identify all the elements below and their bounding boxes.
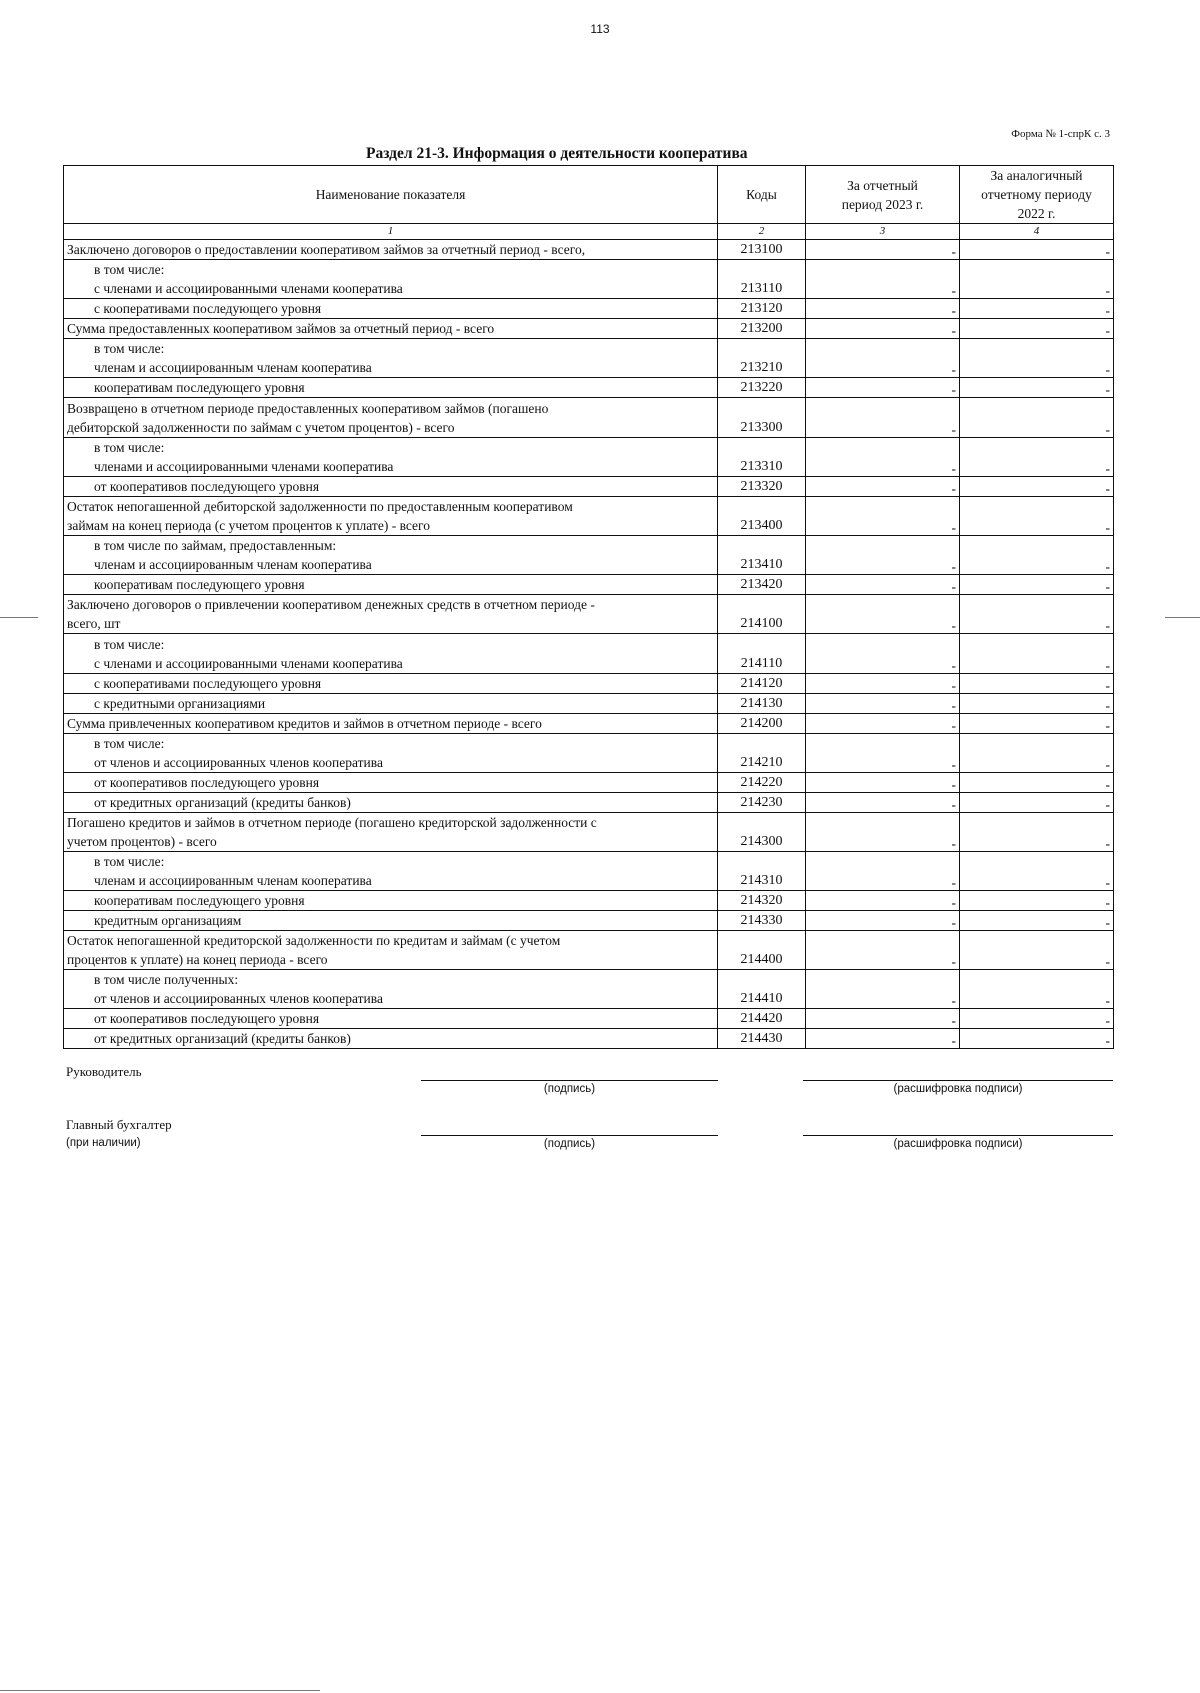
indicator-name-line: членам и ассоциированным членам кооператива: [94, 360, 372, 376]
table-row: [64, 240, 1114, 260]
indicator-code: 213320: [718, 476, 806, 496]
current-period-value: -: [806, 1009, 960, 1029]
indicator-name-line: в том числе:: [94, 636, 165, 652]
indicator-name-line: с членами и ассоциированными членами кооператива: [94, 655, 403, 671]
indicator-name-line: членам и ассоциированным членам кооператива: [94, 557, 372, 573]
indicator-code: 214230: [718, 792, 806, 812]
current-period-value: -: [806, 693, 960, 713]
table-row: [64, 970, 1114, 1009]
indicator-name: [64, 299, 718, 319]
current-period-value: -: [806, 595, 960, 634]
table-row: [64, 319, 1114, 339]
indicator-name-line: Остаток непогашенной кредиторской задолженности по кредитам и займам (с учетом: [67, 933, 561, 949]
indicator-code: 213110: [718, 260, 806, 299]
indicator-name: [64, 398, 718, 437]
current-period-value: -: [806, 299, 960, 319]
indicator-name: [64, 1029, 718, 1049]
form-label: Форма № 1-спрК с. 3: [1011, 128, 1110, 140]
indicator-name-line: кооперативам последующего уровня: [94, 577, 305, 593]
table-row: [64, 673, 1114, 693]
header-current-line2: период 2023 г.: [841, 196, 924, 212]
indicator-name-line: от членов и ассоциированных членов кооператива: [94, 991, 383, 1007]
indicator-code: 214130: [718, 693, 806, 713]
current-period-value: -: [806, 398, 960, 437]
previous-period-value: -: [960, 891, 1114, 911]
previous-period-value: -: [960, 1029, 1114, 1049]
table-row: [64, 535, 1114, 574]
table-row: [64, 339, 1114, 378]
indicator-name: [64, 733, 718, 772]
indicator-name-line: в том числе:: [94, 735, 165, 751]
table-row: [64, 733, 1114, 772]
current-period-value: -: [806, 319, 960, 339]
indicator-code: 214400: [718, 931, 806, 970]
header-previous-period: [960, 166, 1114, 224]
indicator-name: [64, 634, 718, 673]
indicator-code: 213420: [718, 575, 806, 595]
scan-mark-bottom: [0, 1690, 320, 1691]
indicator-code: 214220: [718, 772, 806, 792]
indicator-name: [64, 970, 718, 1009]
current-period-value: -: [806, 378, 960, 398]
header-current-line1: За отчетный: [847, 177, 918, 193]
indicator-name-line: дебиторской задолженности по займам с учетом процентов) - всего: [67, 419, 455, 435]
table-row: [64, 792, 1114, 812]
accountant-note: (при наличии): [66, 1137, 141, 1149]
indicator-code: 213100: [718, 240, 806, 260]
table-row: [64, 437, 1114, 476]
head-decoding-line: [803, 1080, 1113, 1081]
indicator-name-line: с кооперативами последующего уровня: [94, 301, 322, 317]
indicator-name-line: членами и ассоциированными членами кооператива: [94, 458, 394, 474]
current-period-value: -: [806, 911, 960, 931]
table-row: [64, 1029, 1114, 1049]
previous-period-value: -: [960, 595, 1114, 634]
report-table: [63, 165, 1114, 1049]
indicator-code: 213200: [718, 319, 806, 339]
table-row: [64, 299, 1114, 319]
current-period-value: -: [806, 339, 960, 378]
previous-period-value: -: [960, 733, 1114, 772]
indicator-code: 214210: [718, 733, 806, 772]
previous-period-value: -: [960, 931, 1114, 970]
indicator-name-line: от кредитных организаций (кредиты банков): [94, 1031, 351, 1047]
indicator-name: [64, 339, 718, 378]
column-numbers-row: [64, 224, 1114, 240]
head-signature-caption: (подпись): [543, 1083, 596, 1095]
indicator-code: 214120: [718, 673, 806, 693]
indicator-name-line: членам и ассоциированным членам кооператива: [94, 873, 372, 889]
indicator-code: 213300: [718, 398, 806, 437]
previous-period-value: -: [960, 240, 1114, 260]
header-prev-line3: 2022 г.: [1017, 206, 1056, 221]
table-row: [64, 575, 1114, 595]
table-row: [64, 772, 1114, 792]
indicator-name: [64, 476, 718, 496]
indicator-name: [64, 851, 718, 890]
indicator-code: 214310: [718, 851, 806, 890]
indicator-name: [64, 1009, 718, 1029]
current-period-value: -: [806, 535, 960, 574]
previous-period-value: -: [960, 496, 1114, 535]
indicator-name-line: всего, шт: [67, 616, 121, 632]
indicator-name: [64, 931, 718, 970]
table-row: [64, 891, 1114, 911]
indicator-name-line: Погашено кредитов и займов в отчетном периоде (погашено кредиторской задолженности с: [67, 814, 597, 830]
indicator-name-line: кооперативам последующего уровня: [94, 380, 305, 396]
indicator-code: 213120: [718, 299, 806, 319]
table-row: [64, 260, 1114, 299]
table-row: [64, 476, 1114, 496]
indicator-name: [64, 319, 718, 339]
indicator-name-line: кооперативам последующего уровня: [94, 893, 305, 909]
previous-period-value: -: [960, 673, 1114, 693]
previous-period-value: -: [960, 260, 1114, 299]
current-period-value: -: [806, 733, 960, 772]
table-row: [64, 911, 1114, 931]
indicator-name-line: в том числе по займам, предоставленным:: [94, 538, 337, 554]
table-row: [64, 851, 1114, 890]
indicator-name: [64, 260, 718, 299]
accountant-label: Главный бухгалтер: [66, 1117, 172, 1132]
indicator-name: [64, 713, 718, 733]
indicator-name-line: с кооперативами последующего уровня: [94, 675, 322, 691]
header-prev-line1: За аналогичный: [990, 168, 1083, 183]
indicator-name-line: Остаток непогашенной дебиторской задолженности по предоставленным кооперативом: [67, 498, 573, 514]
column-number: 3: [806, 224, 960, 240]
header-current-period: [806, 166, 960, 224]
previous-period-value: -: [960, 792, 1114, 812]
current-period-value: -: [806, 713, 960, 733]
previous-period-value: -: [960, 299, 1114, 319]
indicator-name-line: займам на конец периода (с учетом процентов к уплате) - всего: [67, 517, 430, 533]
indicator-name-line: от кооперативов последующего уровня: [94, 774, 320, 790]
table-body: [64, 240, 1114, 1049]
header-codes: Коды: [718, 166, 806, 224]
table-row: [64, 931, 1114, 970]
previous-period-value: -: [960, 339, 1114, 378]
indicator-name-line: в том числе:: [94, 341, 165, 357]
table-row: [64, 713, 1114, 733]
current-period-value: -: [806, 851, 960, 890]
current-period-value: -: [806, 772, 960, 792]
indicator-name-line: Заключено договоров о предоставлении кооперативом займов за отчетный период - всего,: [67, 242, 586, 257]
indicator-name: [64, 378, 718, 398]
accountant-decoding-line: [803, 1135, 1113, 1136]
previous-period-value: -: [960, 713, 1114, 733]
indicator-code: 214330: [718, 911, 806, 931]
previous-period-value: -: [960, 575, 1114, 595]
indicator-code: 213310: [718, 437, 806, 476]
indicator-name: [64, 792, 718, 812]
table-row: [64, 378, 1114, 398]
indicator-name-line: от кредитных организаций (кредиты банков): [94, 794, 351, 810]
current-period-value: -: [806, 634, 960, 673]
indicator-name: [64, 240, 718, 260]
indicator-name-line: от кооперативов последующего уровня: [94, 478, 320, 494]
column-number: 2: [718, 224, 806, 240]
header-row: [64, 166, 1114, 224]
indicator-name-line: Заключено договоров о привлечении кооперативом денежных средств в отчетном периоде -: [67, 597, 595, 613]
current-period-value: -: [806, 931, 960, 970]
indicator-name: [64, 535, 718, 574]
indicator-name: [64, 891, 718, 911]
current-period-value: -: [806, 437, 960, 476]
previous-period-value: -: [960, 911, 1114, 931]
section-title: Раздел 21-3. Информация о деятельности кооператива: [366, 145, 748, 162]
current-period-value: -: [806, 673, 960, 693]
page-number: 113: [590, 22, 610, 36]
previous-period-value: -: [960, 378, 1114, 398]
table-row: [64, 812, 1114, 851]
previous-period-value: -: [960, 535, 1114, 574]
indicator-name-line: Сумма предоставленных кооперативом займов за отчетный период - всего: [67, 321, 495, 337]
current-period-value: -: [806, 476, 960, 496]
indicator-name-line: в том числе:: [94, 262, 165, 278]
previous-period-value: -: [960, 319, 1114, 339]
column-number: 4: [960, 224, 1114, 240]
indicator-name: [64, 812, 718, 851]
indicator-code: 214100: [718, 595, 806, 634]
previous-period-value: -: [960, 398, 1114, 437]
indicator-code: 214420: [718, 1009, 806, 1029]
indicator-name: [64, 693, 718, 713]
indicator-name: [64, 673, 718, 693]
previous-period-value: -: [960, 1009, 1114, 1029]
head-signature-line: [421, 1080, 718, 1081]
previous-period-value: -: [960, 693, 1114, 713]
indicator-name: [64, 575, 718, 595]
current-period-value: -: [806, 792, 960, 812]
previous-period-value: -: [960, 812, 1114, 851]
indicator-code: 213400: [718, 496, 806, 535]
table-row: [64, 634, 1114, 673]
accountant-signature-caption: (подпись): [543, 1138, 596, 1150]
indicator-code: 213220: [718, 378, 806, 398]
header-name: Наименование показателя: [64, 166, 718, 224]
previous-period-value: -: [960, 970, 1114, 1009]
accountant-decoding-caption: (расшифровка подписи): [893, 1138, 1023, 1150]
current-period-value: -: [806, 240, 960, 260]
indicator-name-line: учетом процентов) - всего: [67, 833, 217, 849]
scan-mark-left: [0, 617, 38, 618]
indicator-code: 214410: [718, 970, 806, 1009]
indicator-code: 214200: [718, 713, 806, 733]
table-row: [64, 1009, 1114, 1029]
indicator-code: 214110: [718, 634, 806, 673]
header-prev-line2: отчетному периоду: [981, 187, 1092, 202]
indicator-name-line: кредитным организациям: [94, 913, 242, 929]
indicator-name: [64, 911, 718, 931]
previous-period-value: -: [960, 437, 1114, 476]
previous-period-value: -: [960, 772, 1114, 792]
indicator-name-line: в том числе полученных:: [94, 972, 239, 988]
indicator-name-line: с кредитными организациями: [94, 695, 266, 711]
head-decoding-caption: (расшифровка подписи): [893, 1083, 1023, 1095]
indicator-name-line: Сумма привлеченных кооперативом кредитов и займов в отчетном периоде - всего: [67, 715, 542, 731]
indicator-name-line: в том числе:: [94, 854, 165, 870]
indicator-code: 214430: [718, 1029, 806, 1049]
indicator-code: 213210: [718, 339, 806, 378]
table-row: [64, 398, 1114, 437]
current-period-value: -: [806, 970, 960, 1009]
indicator-name: [64, 595, 718, 634]
indicator-name-line: Возвращено в отчетном периоде предоставленных кооперативом займов (погашено: [67, 400, 549, 416]
indicator-name-line: процентов к уплате) на конец периода - всего: [67, 952, 328, 968]
indicator-code: 214320: [718, 891, 806, 911]
table-row: [64, 693, 1114, 713]
current-period-value: -: [806, 812, 960, 851]
head-label: Руководитель: [66, 1064, 142, 1079]
previous-period-value: -: [960, 476, 1114, 496]
indicator-code: 214300: [718, 812, 806, 851]
accountant-signature-line: [421, 1135, 718, 1136]
current-period-value: -: [806, 1029, 960, 1049]
indicator-code: 213410: [718, 535, 806, 574]
current-period-value: -: [806, 575, 960, 595]
indicator-name-line: от членов и ассоциированных членов кооператива: [94, 754, 383, 770]
indicator-name: [64, 496, 718, 535]
table-row: [64, 595, 1114, 634]
indicator-name-line: от кооперативов последующего уровня: [94, 1011, 320, 1027]
current-period-value: -: [806, 891, 960, 911]
current-period-value: -: [806, 260, 960, 299]
previous-period-value: -: [960, 851, 1114, 890]
indicator-name-line: с членами и ассоциированными членами кооператива: [94, 281, 403, 297]
scan-mark-right: [1165, 617, 1200, 618]
indicator-name: [64, 437, 718, 476]
previous-period-value: -: [960, 634, 1114, 673]
table-row: [64, 496, 1114, 535]
current-period-value: -: [806, 496, 960, 535]
column-number: 1: [64, 224, 718, 240]
indicator-name-line: в том числе:: [94, 439, 165, 455]
indicator-name: [64, 772, 718, 792]
